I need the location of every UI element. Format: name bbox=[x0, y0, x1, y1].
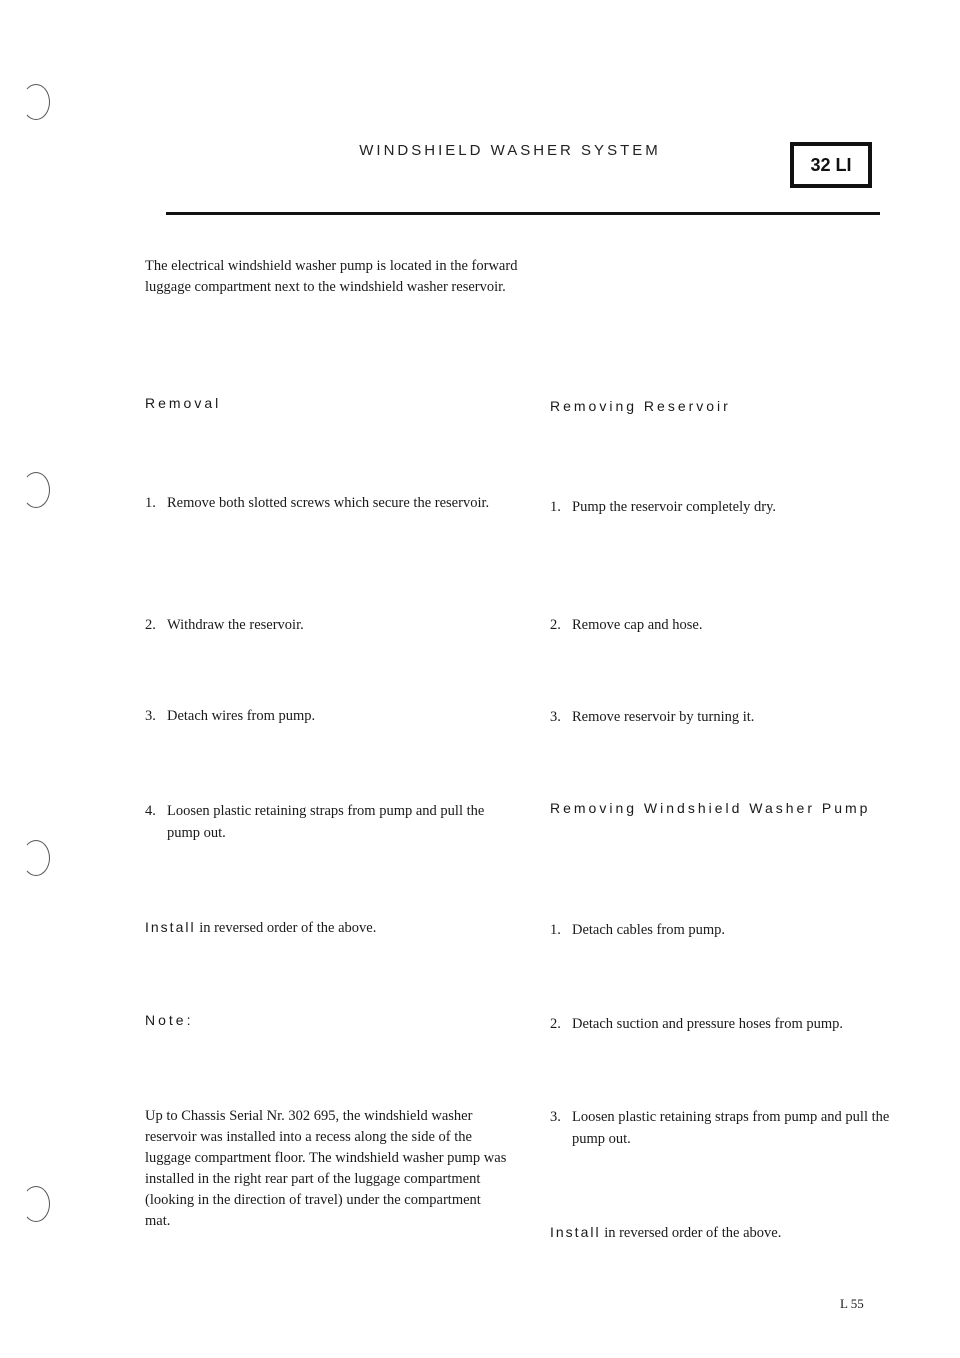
right-install-line bbox=[550, 1224, 910, 1242]
install-word: Install bbox=[550, 1224, 601, 1240]
punch-hole-icon bbox=[22, 84, 50, 120]
left-step-3 bbox=[145, 705, 505, 727]
right-step-6 bbox=[550, 1106, 890, 1150]
removal-heading: Removal bbox=[145, 395, 222, 411]
header-divider bbox=[166, 212, 880, 215]
step-number: 1. bbox=[145, 495, 156, 511]
right-step-4 bbox=[550, 919, 890, 941]
removing-reservoir-heading: Removing Reservoir bbox=[550, 398, 731, 414]
punch-hole-icon bbox=[22, 472, 50, 508]
left-install-line bbox=[145, 919, 525, 937]
install-text: in reversed order of the above. bbox=[195, 920, 377, 936]
step-text: Detach suction and pressure hoses from pump. bbox=[572, 1016, 844, 1032]
right-step-2 bbox=[550, 614, 890, 636]
step-text: Loosen plastic retaining straps from pump and pull the pump out. bbox=[572, 1109, 890, 1147]
left-step-1 bbox=[145, 492, 505, 514]
punch-hole-icon bbox=[22, 840, 50, 876]
step-text: Loosen plastic retaining straps from pump and pull the pump out. bbox=[167, 803, 485, 841]
note-paragraph: Up to Chassis Serial Nr. 302 695, the windshield washer reservoir was installed into a recess along the side of the luggage compartment floor. The windshield washer pump was installed in the right rear part of the luggage compartment (looking in the direction of travel) under the compartment mat. bbox=[145, 1108, 507, 1229]
step-number: 2. bbox=[550, 617, 561, 633]
intro-paragraph: The electrical windshield washer pump is located in the forward luggage compartment next to the windshield washer reservoir. bbox=[145, 258, 518, 295]
install-text: in reversed order of the above. bbox=[600, 1225, 782, 1241]
right-step-1 bbox=[550, 496, 890, 518]
step-number: 3. bbox=[550, 709, 561, 725]
install-word: Install bbox=[145, 919, 196, 935]
right-step-3 bbox=[550, 706, 890, 728]
step-number: 4. bbox=[145, 803, 156, 819]
step-number: 3. bbox=[145, 708, 156, 724]
step-number: 2. bbox=[550, 1016, 561, 1032]
step-text: Remove cap and hose. bbox=[572, 617, 703, 633]
step-text: Remove both slotted screws which secure the reservoir. bbox=[167, 495, 490, 511]
page-number: L 55 bbox=[840, 1296, 864, 1311]
step-number: 1. bbox=[550, 499, 561, 515]
section-number-badge: 32 LI bbox=[790, 142, 872, 188]
step-text: Remove reservoir by turning it. bbox=[572, 709, 755, 725]
step-text: Detach wires from pump. bbox=[167, 708, 316, 724]
step-number: 1. bbox=[550, 922, 561, 938]
note-heading: Note: bbox=[145, 1012, 194, 1028]
step-number: 3. bbox=[550, 1109, 561, 1125]
step-text: Detach cables from pump. bbox=[572, 922, 726, 938]
step-number: 2. bbox=[145, 617, 156, 633]
page-title: WINDSHIELD WASHER SYSTEM bbox=[359, 142, 661, 159]
left-step-2 bbox=[145, 614, 505, 636]
punch-hole-icon bbox=[22, 1186, 50, 1222]
removing-pump-heading: Removing Windshield Washer Pump bbox=[550, 800, 871, 816]
step-text: Pump the reservoir completely dry. bbox=[572, 499, 777, 515]
left-step-4 bbox=[145, 800, 505, 844]
step-text: Withdraw the reservoir. bbox=[167, 617, 304, 633]
right-step-5 bbox=[550, 1013, 890, 1035]
